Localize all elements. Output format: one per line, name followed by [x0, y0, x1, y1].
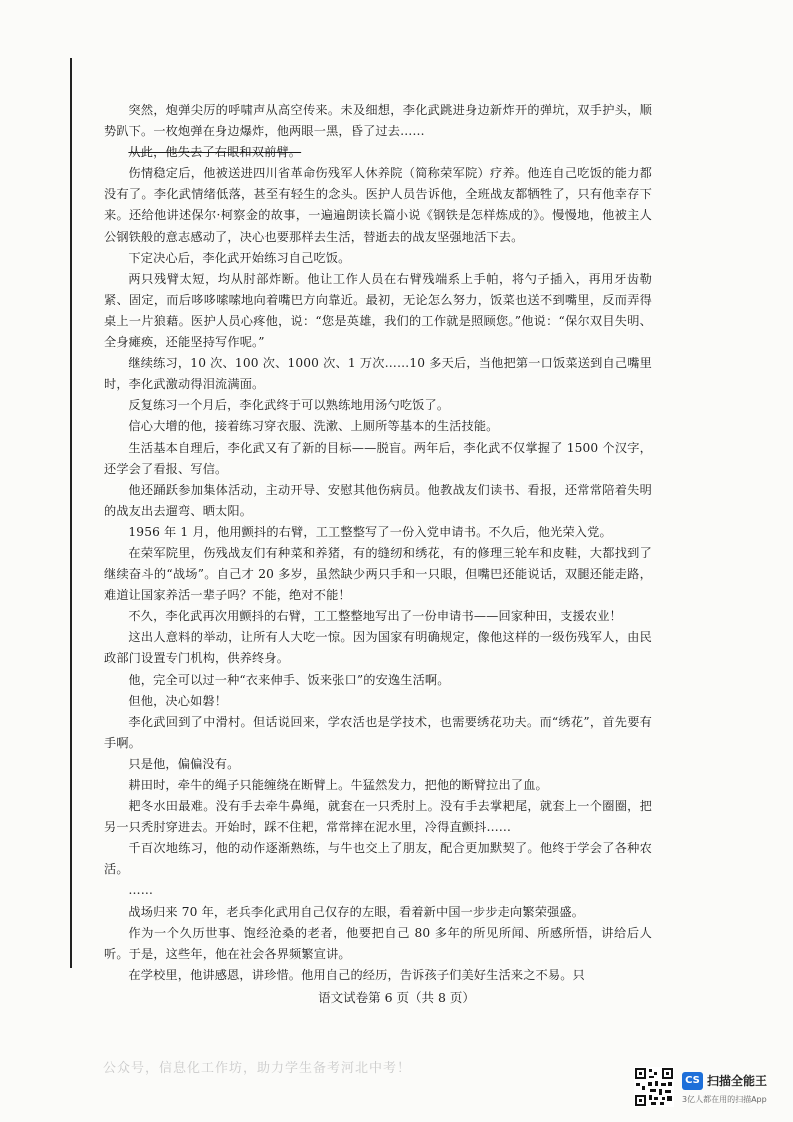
paragraph: 在荣军院里，伤残战友们有种菜和养猪，有的缝纫和绣花，有的修理三轮车和皮鞋，大都找到了继续奋斗的“战场”。自己才 20 多岁，虽然缺少两只手和一只眼，但嘴巴还能说话，双腿还能走路，难道让国家养活一辈子吗？不能，绝对不能！ — [104, 545, 652, 603]
paragraph: …… — [128, 883, 154, 898]
page-edge-line — [70, 58, 72, 968]
paragraph: 生活基本自理后，李化武又有了新的目标——脱盲。两年后，李化武不仅掌握了 1500 个汉字，还学会了看报、写信。 — [104, 440, 652, 476]
paragraph: 两只残臂太短，均从肘部炸断。他让工作人员在右臂残端系上手帕，将勺子插入，再用牙齿勒紧、固定，而后哆哆嗦嗦地向着嘴巴方向靠近。最初，无论怎么努力，饭菜也送不到嘴里，反而弄得桌上一片狼藉。医护人员心疼他，说：“您是英雄，我们的工作就是照顾您。”他说：“保尔双目失明、全身瘫痪，还能坚持写作呢。” — [104, 271, 652, 350]
paragraph: 但他，决心如磐！ — [128, 693, 228, 708]
page-footer: 语文试卷第 6 页（共 8 页） — [318, 990, 475, 1005]
qr-code-icon — [634, 1067, 674, 1107]
paragraph: 伤情稳定后，他被送进四川省革命伤残军人休养院（简称荣军院）疗养。他连自己吃饭的能力都没有了。李化武情绪低落，甚至有轻生的念头。医护人员告诉他，全班战友都牺牲了，只有他幸存下来。还给他讲述保尔·柯察金的故事，一遍遍朗读长篇小说《钢铁是怎样炼成的》。慢慢地，他被主人公钢铁般的意志感动了，决心也要那样去生活，替逝去的战友坚强地活下去。 — [104, 166, 652, 244]
paragraph: 他，完全可以过一种“衣来伸手、饭来张口”的安逸生活啊。 — [128, 672, 450, 687]
watermark-text: 公众号，信息化工作坊，助力学生备考河北中考！ — [103, 1061, 412, 1076]
paragraph: 信心大增的他，接着练习穿衣服、洗漱、上厕所等基本的生活技能。 — [128, 419, 499, 434]
paragraph: 战场归来 70 年，老兵李化武用自己仅存的左眼，看着新中国一步步走向繁荣强盛。 — [128, 904, 585, 919]
paragraph — [104, 142, 652, 163]
paragraph: 不久，李化武再次用颤抖的右臂，工工整整地写出了一份申请书——回家种田，支援农业！ — [128, 609, 622, 624]
paragraph: 在学校里，他讲感恩，讲珍惜。他用自己的经历，告诉孩子们美好生活来之不易。只 — [128, 967, 585, 982]
paragraph: 下定决心后，李化武开始练习自己吃饭。 — [128, 250, 351, 265]
camscanner-logo-icon: CS — [682, 1072, 703, 1090]
paragraph: 这出人意料的举动，让所有人大吃一惊。因为国家有明确规定，像他这样的一级伤残军人，由民政部门设置专门机构，供养终身。 — [104, 630, 652, 666]
paragraph: 突然，炮弹尖厉的呼啸声从高空传来。未及细想，李化武跳进身边新炸开的弹坑，双手护头，顺势趴下。一枚炮弹在身边爆炸，他两眼一黑，昏了过去…… — [104, 103, 652, 139]
scanner-app-name: 扫描全能王 — [707, 1074, 768, 1088]
paragraph: 他还踊跃参加集体活动，主动开导、安慰其他伤病员。他教战友们读书、看报，还常常陪着失明的战友出去遛弯、晒太阳。 — [104, 482, 652, 518]
article-body — [104, 100, 652, 986]
struck-text: 从此，他失去了右眼和双前臂。 — [128, 145, 302, 160]
paragraph: 李化武回到了中滑村。但话说回来，学农活也是学技术，也需要绣花功夫。而“绣花”，首先要有手啊。 — [104, 714, 652, 750]
paragraph: 反复练习一个月后，李化武终于可以熟练地用汤勺吃饭了。 — [128, 398, 450, 413]
paragraph: 千百次地练习，他的动作逐渐熟练，与牛也交上了朋友，配合更加默契了。他终于学会了各种农活。 — [104, 841, 652, 877]
paragraph: 继续练习，10 次、100 次、1000 次、1 万次……10 多天后，当他把第一口饭菜送到自己嘴里时，李化武激动得泪流满面。 — [104, 356, 652, 392]
paragraph: 只是他，偏偏没有。 — [128, 756, 240, 771]
paragraph: 1956 年 1 月，他用颤抖的右臂，工工整整写了一份入党申请书。不久后，他光荣入党。 — [128, 524, 612, 539]
scanner-tagline: 3亿人都在用的扫描App — [682, 1095, 767, 1104]
paragraph: 耙冬水田最难。没有手去牵牛鼻绳，就套在一只秃肘上。没有手去掌耙尾，就套上一个圈圈，把另一只秃肘穿进去。开始时，踩不住耙，常常摔在泥水里，冷得直颤抖…… — [104, 799, 652, 835]
paragraph: 耕田时，牵牛的绳子只能缠绕在断臂上。牛猛然发力，把他的断臂拉出了血。 — [128, 778, 548, 792]
paragraph: 作为一个久历世事、饱经沧桑的老者，他要把自己 80 多年的所见所闻、所感所悟，讲给后人听。于是，这些年，他在社会各界频繁宣讲。 — [104, 925, 652, 961]
